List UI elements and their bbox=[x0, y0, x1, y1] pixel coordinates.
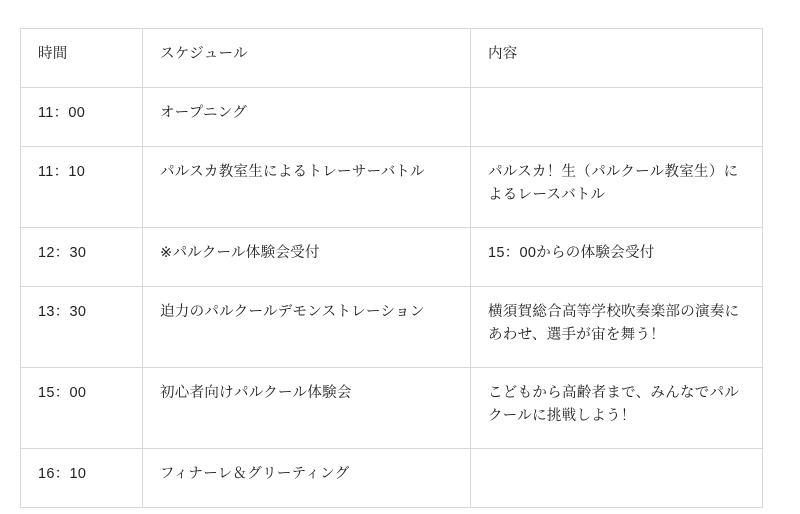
cell-schedule: 迫力のパルクールデモンストレーション bbox=[143, 287, 471, 368]
event-schedule-table bbox=[20, 28, 763, 508]
table-row bbox=[21, 88, 763, 147]
table-row bbox=[21, 368, 763, 449]
cell-time: 12：30 bbox=[21, 228, 143, 287]
table-row bbox=[21, 147, 763, 228]
cell-description: パルスカ！生（パルクール教室生）によるレースバトル bbox=[471, 147, 763, 228]
table-header-row bbox=[21, 29, 763, 88]
cell-schedule: フィナーレ＆グリーティング bbox=[143, 449, 471, 508]
cell-time: 16：10 bbox=[21, 449, 143, 508]
table-header bbox=[21, 29, 763, 88]
cell-schedule: 初心者向けパルクール体験会 bbox=[143, 368, 471, 449]
cell-time: 11：10 bbox=[21, 147, 143, 228]
cell-schedule: パルスカ教室生によるトレーサーバトル bbox=[143, 147, 471, 228]
table-row bbox=[21, 287, 763, 368]
cell-description: 15：00からの体験会受付 bbox=[471, 228, 763, 287]
cell-time: 15：00 bbox=[21, 368, 143, 449]
cell-time: 13：30 bbox=[21, 287, 143, 368]
column-header-schedule: スケジュール bbox=[143, 29, 471, 88]
table-body bbox=[21, 88, 763, 508]
table-row bbox=[21, 449, 763, 508]
table-row bbox=[21, 228, 763, 287]
cell-description bbox=[471, 88, 763, 147]
cell-schedule: ※パルクール体験会受付 bbox=[143, 228, 471, 287]
cell-time: 11：00 bbox=[21, 88, 143, 147]
cell-description: こどもから高齢者まで、みんなでパルクールに挑戦しよう！ bbox=[471, 368, 763, 449]
cell-description bbox=[471, 449, 763, 508]
column-header-description: 内容 bbox=[471, 29, 763, 88]
cell-schedule: オープニング bbox=[143, 88, 471, 147]
cell-description: 横須賀総合高等学校吹奏楽部の演奏にあわせ、選手が宙を舞う！ bbox=[471, 287, 763, 368]
column-header-time: 時間 bbox=[21, 29, 143, 88]
